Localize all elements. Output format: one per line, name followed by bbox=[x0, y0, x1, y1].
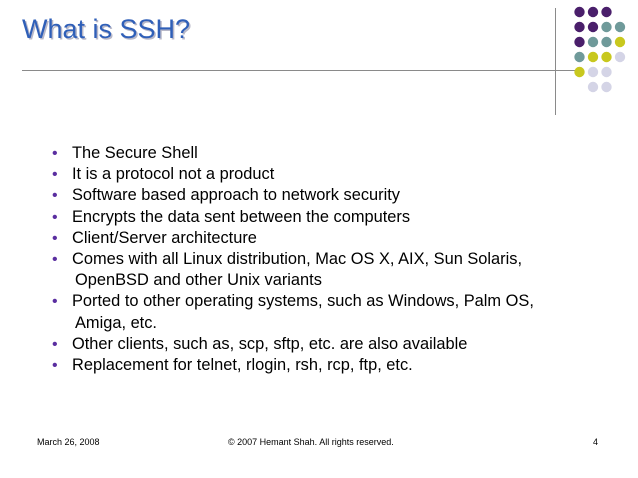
bullet-text: Amiga, etc. bbox=[75, 313, 157, 332]
decorative-dot bbox=[615, 22, 625, 32]
bullet-icon: • bbox=[52, 208, 58, 226]
bullet-item bbox=[52, 249, 612, 291]
bullet-item bbox=[52, 164, 612, 185]
footer-copyright: © 2007 Hemant Shah. All rights reserved. bbox=[228, 437, 394, 447]
bullet-text: OpenBSD and other Unix variants bbox=[75, 271, 322, 290]
bullet-text: It is a protocol not a product bbox=[72, 165, 275, 184]
decorative-dot bbox=[601, 22, 611, 32]
decorative-dot bbox=[574, 7, 584, 17]
decorative-dot bbox=[588, 37, 598, 47]
footer-page-number: 4 bbox=[593, 437, 599, 447]
bullet-icon: • bbox=[52, 293, 58, 311]
decorative-dot bbox=[588, 52, 598, 62]
bullet-item bbox=[52, 355, 612, 376]
decorative-dot bbox=[601, 82, 611, 92]
bullet-icon: • bbox=[52, 187, 58, 205]
decorative-dot bbox=[601, 37, 611, 47]
slide-title: What is SSH? bbox=[22, 14, 191, 44]
bullet-text: The Secure Shell bbox=[72, 144, 198, 162]
footer-date: March 26, 2008 bbox=[37, 437, 100, 447]
decorative-dot bbox=[615, 52, 625, 62]
bullet-icon: • bbox=[52, 251, 58, 269]
title-underline bbox=[22, 70, 580, 71]
bullet-text: Software based approach to network security bbox=[72, 186, 400, 205]
bullet-text: Replacement for telnet, rlogin, rsh, rcp, ftp, etc. bbox=[72, 356, 413, 375]
bullet-item bbox=[52, 207, 612, 228]
bullet-text: Other clients, such as, scp, sftp, etc. are also available bbox=[72, 334, 468, 353]
decorative-dot bbox=[574, 52, 584, 62]
bullet-text: Client/Server architecture bbox=[72, 228, 257, 247]
bullet-item bbox=[52, 228, 612, 249]
bullet-icon: • bbox=[52, 229, 58, 247]
bullet-item bbox=[52, 185, 612, 206]
bullet-icon: • bbox=[52, 335, 58, 353]
bullet-text: Comes with all Linux distribution, Mac OS X, AIX, Sun Solaris, bbox=[72, 250, 523, 269]
decorative-dot bbox=[601, 67, 611, 77]
decorative-dot bbox=[588, 67, 598, 77]
decorative-dot bbox=[574, 37, 584, 47]
decorative-dot-grid bbox=[562, 6, 632, 102]
bullet-text: Ported to other operating systems, such as Windows, Palm OS, bbox=[72, 292, 534, 311]
bullet-list bbox=[52, 143, 612, 376]
vertical-divider bbox=[555, 8, 556, 115]
bullet-icon: • bbox=[52, 145, 58, 162]
decorative-dot bbox=[588, 7, 598, 17]
bullet-item bbox=[52, 143, 612, 164]
decorative-dot bbox=[601, 52, 611, 62]
bullet-icon: • bbox=[52, 166, 58, 184]
bullet-text: Encrypts the data sent between the computers bbox=[72, 207, 411, 226]
bullet-item bbox=[52, 291, 612, 333]
decorative-dot bbox=[601, 7, 611, 17]
decorative-dot bbox=[588, 82, 598, 92]
decorative-dot bbox=[574, 22, 584, 32]
decorative-dot bbox=[615, 37, 625, 47]
decorative-dot bbox=[574, 67, 584, 77]
bullet-item bbox=[52, 334, 612, 355]
bullet-icon: • bbox=[52, 357, 58, 375]
decorative-dot bbox=[588, 22, 598, 32]
